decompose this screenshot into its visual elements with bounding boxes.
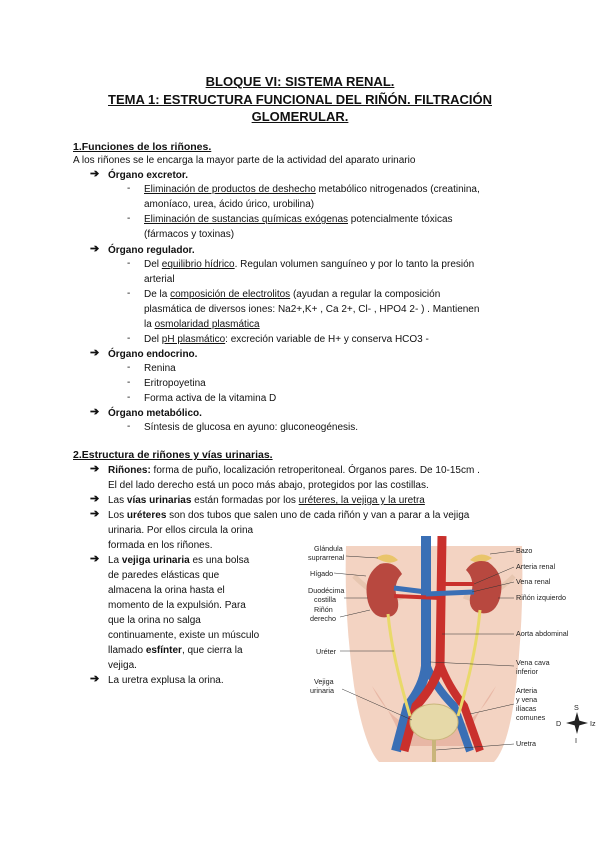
compass-s: S [574,703,579,712]
label-arteria-renal: Arteria renal [516,562,556,571]
label-derecho: derecho [310,614,336,623]
bladder [410,704,458,740]
bullet-ureteres-cont: urinaria. Por ellos circula la orina [108,525,254,536]
list-item: Eliminación de sustancias químicas exógenas potencialmente tóxicas [144,214,453,225]
bullet-ureteres: Los uréteres son dos tubos que salen uno de cada riñón y van a parar a la vejiga [108,510,470,521]
topic-title-cont: GLOMERULAR. [251,109,349,124]
arrow-bullet-icon: ➔ [90,463,100,475]
arrow-bullet-icon: ➔ [90,553,100,565]
list-item: Del pH plasmático: excreción variable de H+ y conserva HCO3 - [144,334,429,345]
dash-bullet: - [127,333,131,344]
label-iliacas: ilíacas [516,704,537,713]
arrow-bullet-icon: ➔ [90,168,100,180]
arrow-bullet-icon: ➔ [90,347,100,359]
compass-iz: Iz [590,719,596,728]
list-item-cont: arterial [144,274,175,285]
renal-vein-left [426,592,474,594]
list-item: Forma activa de la vitamina D [144,393,277,404]
dash-bullet: - [127,421,131,432]
label-higado: Hígado [310,569,334,578]
label-bazo: Bazo [516,546,533,555]
label-inferior: inferior [516,667,538,676]
organ-metabolico-title: Órgano metabólico. [108,408,202,419]
label-glandula: Glándula [314,544,343,553]
organ-regulador-title: Órgano regulador. [108,245,195,256]
compass-i: I [575,736,577,745]
section1-intro: A los riñones se le encarga la mayor parte de la actividad del aparato urinario [73,155,416,166]
document-title: BLOQUE VI: SISTEMA RENAL. [205,74,395,89]
label-suprarrenal: suprarrenal [308,553,345,562]
bullet-vejiga-cont: continuamente, existe un músculo [108,630,260,641]
organ-endocrino-title: Órgano endocrino. [108,349,198,360]
list-item-cont: (fármacos y toxinas) [144,229,235,240]
bullet-uretra: La uretra explusa la orina. [108,675,224,686]
list-item: Del equilibrio hídrico. Regulan volumen sanguíneo y por lo tanto la presión [144,259,475,270]
list-item: Síntesis de glucosa en ayuno: gluconeogénesis. [144,422,359,433]
bullet-ureteres-cont: formada en los riñones. [108,540,213,551]
label-uretra: Uretra [516,739,536,748]
label-aorta-abdominal: Aorta abdominal [516,629,569,638]
list-item-cont: la osmolaridad plasmática [144,319,260,330]
label-ureter: Uréter [316,647,336,656]
list-item-cont: amoníaco, urea, ácido úrico, urobilina) [144,199,315,210]
dash-bullet: - [127,288,131,299]
label-vejiga: Vejiga [314,677,334,686]
list-item: De la composición de electrolitos (ayudan a regular la composición [144,289,441,300]
compass-rose-icon [556,703,596,745]
bullet-vejiga-cont: llamado esfínter, que cierra la [108,645,243,656]
dash-bullet: - [127,258,131,269]
arrow-bullet-icon: ➔ [90,406,100,418]
label-arteria: Arteria [516,686,538,695]
arrow-bullet-icon: ➔ [90,243,100,255]
dash-bullet: - [127,362,131,373]
label-vena-renal: Vena renal [516,577,551,586]
compass-d: D [556,719,562,728]
section1-heading: 1.Funciones de los riñones. [73,141,212,153]
section2-heading: 2.Estructura de riñones y vías urinarias. [73,449,273,461]
list-item: Eliminación de productos de deshecho metabólico nitrogenados (creatinina, [144,184,480,195]
dash-bullet: - [127,183,131,194]
list-item: Renina [144,363,176,374]
label-rinon-izquierdo: Riñón izquierdo [516,593,566,602]
list-item: Eritropoyetina [144,378,206,389]
arrow-bullet-icon: ➔ [90,508,100,520]
bullet-vejiga-cont: que la orina no salga [108,615,201,626]
bullet-vejiga-cont: momento de la expulsión. Para [108,600,246,611]
bullet-rinones-cont: El del lado derecho está un poco más abajo, protegidos por las costillas. [108,480,429,491]
label-duodecima: Duodécima [308,586,345,595]
arrow-bullet-icon: ➔ [90,493,100,505]
list-item-cont: plasmática de diversos iones: Na2+,K+ , Ca 2+, Cl- , HPO4 2- ) . Mantienen [144,304,480,315]
label-costilla: costilla [314,595,336,604]
arrow-bullet-icon: ➔ [90,673,100,685]
topic-title: TEMA 1: ESTRUCTURA FUNCIONAL DEL RIÑÓN. FILTRACIÓN [108,92,492,107]
organ-excretor-title: Órgano excretor. [108,170,189,181]
dash-bullet: - [127,377,131,388]
label-urinaria: urinaria [310,686,334,695]
label-rinon: Riñón [314,605,333,614]
bullet-rinones: Riñones: forma de puño, localización retroperitoneal. Órganos pares. De 10-15cm . [108,465,480,476]
label-y-vena: y vena [516,695,538,704]
bullet-vejiga-cont: almacena la orina hasta el [108,585,225,596]
label-vena-cava: Vena cava [516,658,550,667]
bullet-vejiga: La vejiga urinaria es una bolsa [108,555,250,566]
label-comunes: comunes [516,713,546,722]
dash-bullet: - [127,213,131,224]
bullet-vejiga-cont: vejiga. [108,660,137,671]
bullet-vejiga-cont: de paredes elásticas que [108,570,220,581]
renal-artery-right [394,596,440,598]
dash-bullet: - [127,392,131,403]
bullet-vias-urinarias: Las vías urinarias están formadas por los uréteres, la vejiga y la uretra [108,495,425,506]
urinary-system-illustration [284,536,600,762]
